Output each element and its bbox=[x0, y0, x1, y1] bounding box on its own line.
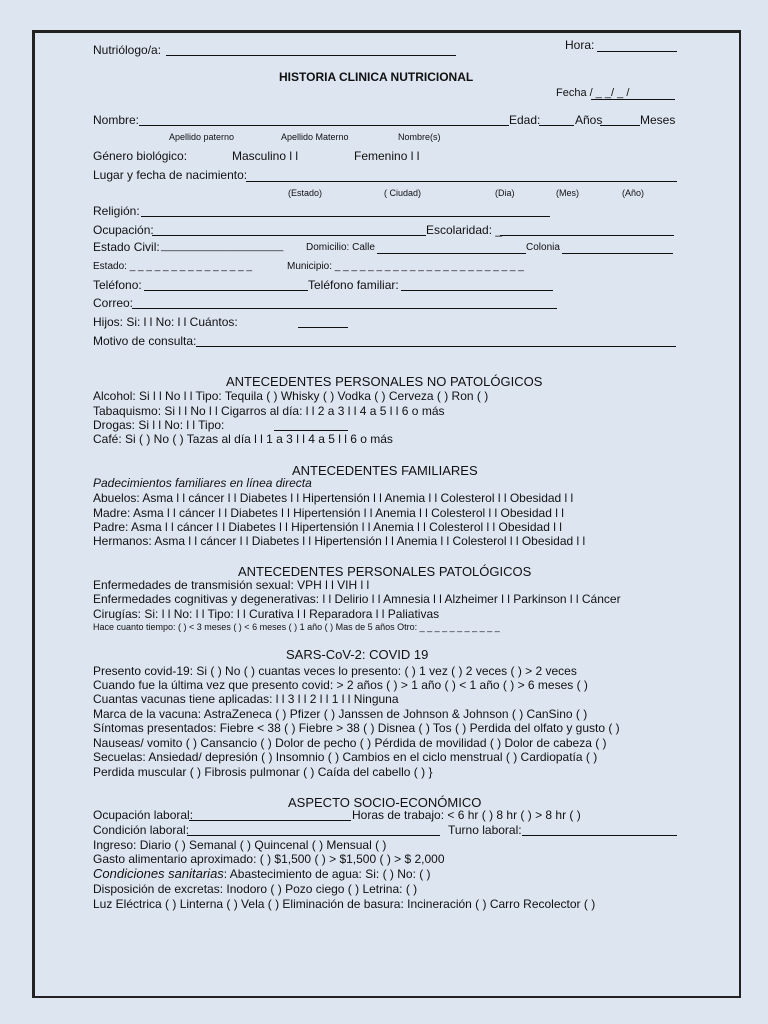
hermanos-row: Hermanos: Asma l l cáncer l l Diabetes l l Hipertensión l l Anemia l l Colesterol l l Obesidad l l bbox=[93, 534, 586, 548]
edad-field[interactable] bbox=[539, 125, 574, 126]
luz-row: Luz Eléctrica ( ) Linterna ( ) Vela ( ) Eliminación de basura: Incineración ( ) Carro Recolector ( ) bbox=[93, 897, 596, 911]
no-patologicos-title: ANTECEDENTES PERSONALES NO PATOLÓGICOS bbox=[226, 374, 543, 389]
colonia-field[interactable] bbox=[562, 253, 673, 254]
correo-label: Correo: bbox=[93, 296, 134, 310]
hora-field[interactable] bbox=[597, 51, 677, 52]
estado-sublabel: (Estado) bbox=[288, 188, 323, 198]
femenino-option[interactable]: Femenino l l bbox=[354, 149, 420, 163]
covid-row: Cuantas vacunas tiene aplicadas: l l 3 l l 2 l l 1 l l Ninguna bbox=[93, 692, 399, 706]
hace-cuanto-row: Hace cuanto tiempo: ( ) < 3 meses ( ) < 6 meses ( ) 1 año ( ) Mas de 5 años Otro: _ _ _ _ _ _ _ _ _ _ _ bbox=[93, 622, 500, 632]
covid-row: Síntomas presentados: Fiebre < 38 ( ) Fiebre > 38 ( ) Disnea ( ) Tos ( ) Perdida del olfato y gusto ( ) bbox=[93, 721, 620, 735]
motivo-label: Motivo de consulta: bbox=[93, 334, 197, 348]
ocupacion-label: Ocupación: bbox=[93, 223, 154, 237]
madre-row: Madre: Asma l l cáncer l l Diabetes l l Hipertensión l l Anemia l l Colesterol l l Obesidad l l bbox=[93, 506, 564, 520]
socio-title: ASPECTO SOCIO-ECONÓMICO bbox=[288, 795, 482, 810]
condicion-laboral-field[interactable] bbox=[187, 835, 440, 836]
ocupacion-field[interactable] bbox=[152, 235, 426, 236]
edad-label: Edad: bbox=[509, 113, 541, 127]
fecha-field[interactable] bbox=[591, 99, 675, 100]
telefono-familiar-label: Teléfono familiar: bbox=[308, 278, 399, 292]
covid-row: Presento covid-19: Si ( ) No ( ) cuantas veces lo presento: ( ) 1 vez ( ) 2 veces ( ) > 2 veces bbox=[93, 664, 577, 678]
patologicos-title: ANTECEDENTES PERSONALES PATOLÓGICOS bbox=[238, 564, 532, 579]
nombre-label: Nombre: bbox=[93, 113, 140, 127]
nombre-field[interactable] bbox=[139, 125, 509, 126]
religion-label: Religión: bbox=[93, 204, 140, 218]
covid-row: Secuelas: Ansiedad/ depresión ( ) Insomnio ( ) Cambios en el ciclo menstrual ( ) Cardiopatía ( ) bbox=[93, 750, 598, 764]
cuantos-field[interactable] bbox=[298, 327, 348, 328]
escolaridad-label: Escolaridad: _ bbox=[426, 223, 503, 237]
masculino-option[interactable]: Masculino l l bbox=[232, 149, 299, 163]
turno-laboral-field[interactable] bbox=[522, 835, 677, 836]
condiciones-row bbox=[93, 867, 431, 880]
padre-row: Padre: Asma l l cáncer l l Diabetes l l Hipertensión l l Anemia l l Colesterol l l Obesidad l l bbox=[93, 520, 562, 534]
estado-civil-label: Estado Civil: bbox=[93, 240, 160, 254]
horas-row: Horas de trabajo: < 6 hr ( ) 8 hr ( ) > 8 hr ( ) bbox=[352, 808, 581, 822]
genero-label: Género biológico: bbox=[93, 149, 188, 163]
estado-civil-field[interactable]: ______________________ bbox=[161, 241, 284, 252]
estado-label: Estado: _ _ _ _ _ _ _ _ _ _ _ _ _ _ _ bbox=[93, 261, 253, 272]
municipio-label: Municipio: _ _ _ _ _ _ _ _ _ _ _ _ _ _ _ _ _ _ _ _ _ _ _ bbox=[287, 261, 524, 272]
ets-row: Enfermedades de transmisión sexual: VPH l l VIH l l bbox=[93, 578, 370, 592]
gasto-row: Gasto alimentario aproximado: ( ) $1,500 ( ) > $1,500 ( ) > $ 2,000 bbox=[93, 852, 445, 866]
meses-label: Meses bbox=[640, 113, 676, 127]
hora-label: Hora: bbox=[565, 38, 595, 52]
nutriologo-field[interactable] bbox=[166, 55, 456, 56]
fecha-label: Fecha / _ _/ _ / bbox=[556, 87, 630, 99]
condiciones-sanitarias-label: Condiciones sanitarias bbox=[93, 866, 224, 881]
covid-row: Marca de la vacuna: AstraZeneca ( ) Pfizer ( ) Janssen de Johnson & Johnson ( ) CanSino ( ) bbox=[93, 707, 588, 721]
nombres-sublabel: Nombre(s) bbox=[398, 132, 441, 142]
ingreso-row: Ingreso: Diario ( ) Semanal ( ) Quincenal ( ) Mensual ( ) bbox=[93, 838, 387, 852]
covid-title: SARS-CoV-2: COVID 19 bbox=[286, 647, 429, 662]
anos-label: Años bbox=[575, 113, 603, 127]
colonia-label: Colonia bbox=[526, 242, 560, 253]
telefono-familiar-field[interactable] bbox=[401, 290, 553, 291]
cognitivas-row: Enfermedades cognitivas y degenerativas: l l Delirio l l Amnesia l l Alzheimer l l Parkinson l l Cáncer bbox=[93, 592, 621, 606]
motivo-field[interactable] bbox=[196, 346, 676, 347]
domicilio-label: Domicilio: Calle bbox=[306, 242, 375, 253]
lugar-field[interactable] bbox=[246, 181, 677, 182]
condicion-laboral-label: Condición laboral: bbox=[93, 823, 190, 837]
turno-laboral-label: Turno laboral: bbox=[448, 823, 522, 837]
religion-field[interactable] bbox=[141, 216, 550, 217]
hijos-label: Hijos: Si: l l No: l l Cuántos: bbox=[93, 315, 238, 329]
telefono-label: Teléfono: bbox=[93, 278, 142, 292]
alcohol-row: Alcohol: Si l l No l l Tipo: Tequila ( ) Whisky ( ) Vodka ( ) Cerveza ( ) Ron ( ) bbox=[93, 389, 489, 403]
covid-row: Perdida muscular ( ) Fibrosis pulmonar ( ) Caída del cabello ( ) } bbox=[93, 765, 433, 779]
ocupacion-laboral-field[interactable] bbox=[189, 820, 351, 821]
ciudad-sublabel: ( Ciudad) bbox=[384, 188, 422, 198]
ocupacion-laboral-label: Ocupación laboral: bbox=[93, 808, 194, 822]
mes-sublabel: (Mes) bbox=[556, 188, 579, 198]
cirugias-row: Cirugías: Si: l l No: l l Tipo: l l Curativa l l Reparadora l l Paliativas bbox=[93, 607, 440, 621]
anos-field[interactable] bbox=[600, 125, 640, 126]
telefono-field[interactable] bbox=[144, 290, 308, 291]
apellido-paterno-sublabel: Apellido paterno bbox=[169, 132, 235, 142]
covid-row: Cuando fue la última vez que presento covid: > 2 años ( ) > 1 año ( ) < 1 año ( ) > 6 meses ( ) bbox=[93, 678, 588, 692]
drogas-row: Drogas: Si l l No: l l Tipo: bbox=[93, 418, 225, 432]
ano-sublabel: (Año) bbox=[622, 188, 645, 198]
tabaquismo-row: Tabaquismo: Si l l No l l Cigarros al día: l l 2 a 3 l l 4 a 5 l l 6 o más bbox=[93, 404, 445, 418]
form-title: HISTORIA CLINICA NUTRICIONAL bbox=[279, 70, 474, 84]
drogas-tipo-field[interactable] bbox=[274, 430, 348, 431]
nutriologo-label: Nutriólogo/a: bbox=[93, 43, 162, 57]
cafe-row: Café: Si ( ) No ( ) Tazas al día l l 1 a 3 l l 4 a 5 l l 6 o más bbox=[93, 432, 393, 446]
domicilio-field[interactable] bbox=[377, 253, 526, 254]
escolaridad-field[interactable] bbox=[500, 235, 674, 236]
covid-row: Nauseas/ vomito ( ) Cansancio ( ) Dolor de pecho ( ) Pérdida de movilidad ( ) Dolor de cabeza ( ) bbox=[93, 736, 607, 750]
dia-sublabel: (Dia) bbox=[495, 188, 515, 198]
abuelos-row: Abuelos: Asma l l cáncer l l Diabetes l l Hipertensión l l Anemia l l Colesterol l l Obesidad l l bbox=[93, 491, 574, 505]
familiares-subtitle: Padecimientos familiares en línea directa bbox=[93, 476, 312, 490]
excretas-row: Disposición de excretas: Inodoro ( ) Pozo ciego ( ) Letrina: ( ) bbox=[93, 882, 418, 896]
abastecimiento-agua: : Abastecimiento de agua: Si: ( ) No: ( ) bbox=[223, 867, 431, 881]
correo-field[interactable] bbox=[132, 308, 557, 309]
lugar-label: Lugar y fecha de nacimiento: bbox=[93, 168, 248, 182]
apellido-materno-sublabel: Apellido Materno bbox=[281, 132, 349, 142]
familiares-title: ANTECEDENTES FAMILIARES bbox=[292, 463, 478, 478]
